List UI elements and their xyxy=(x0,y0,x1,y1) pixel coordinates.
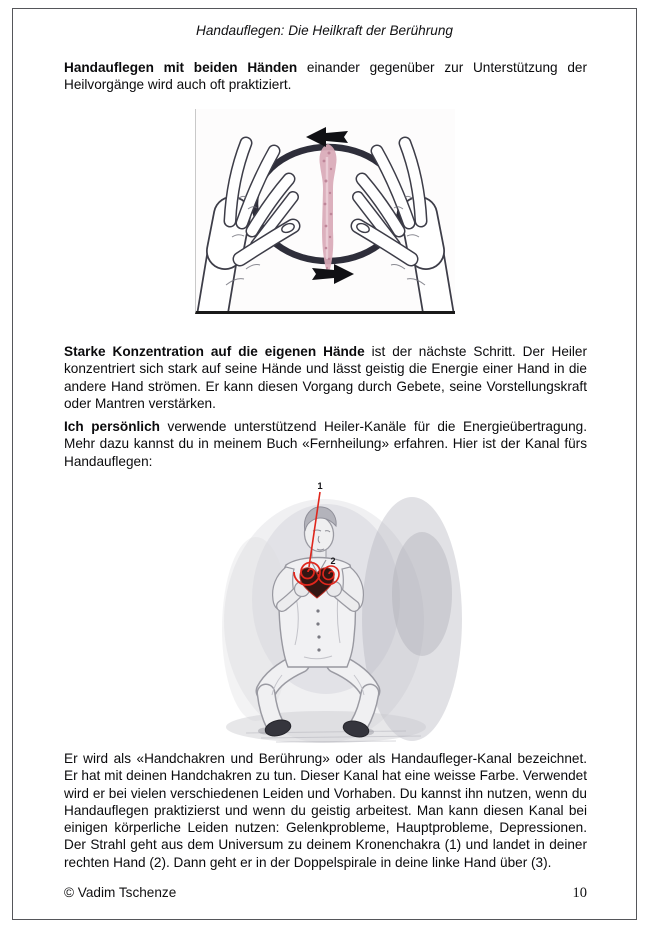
paragraph-1-text: einander gegenüber zur Unterstützung der Heilvorgänge wird auch oft praktiziert. xyxy=(64,60,587,93)
page-title: Handauflegen: Die Heilkraft der Berührung xyxy=(196,23,453,38)
paragraph-handauflegen xyxy=(64,59,587,94)
right-hand-drawing xyxy=(355,143,439,311)
paragraph-ich-persoenlich xyxy=(64,418,587,470)
paragraph-1-lead: Handauflegen mit beiden Händen xyxy=(64,60,298,75)
paragraph-4-text: Er wird als «Handchakren und Berührung» oder als Handaufleger-Kanal bezeichnet. Er hat mit deinen Handchakren zu tun. Dieser Kanal hat eine weisse Farbe. Verwendet wird er bei vielen verschiedenen Leiden und Vorhaben. Du kannst ihn nutzen, wenn du Handauflegen praktizierst und wenn du geistig arbeitest. Man kann diesen Kanal bei einigen körperliche Leiden nutzen: Gelenkprobleme, Hauptprobleme, Depressionen. Der Strahl geht aus dem Universum zu deinem Kronenchakra (1) und landet in deiner rechten Hand (2). Dann geht er in der Doppelspirale in deine linke Hand über (3). xyxy=(64,751,587,870)
page-footer xyxy=(64,885,587,902)
paragraph-3-text: verwende unterstützend Heiler-Kanäle für die Energieübertragung. Mehr dazu kannst du in meinem Buch «Fernheilung» erfahren. Hier ist der Kanal fürs Handauflegen: xyxy=(64,419,587,469)
figure-healer-channel-sketch xyxy=(216,479,491,745)
left-hand-drawing xyxy=(212,143,296,311)
energy-beam xyxy=(319,144,336,276)
footer-copyright: © Vadim Tschenze xyxy=(64,885,177,900)
arrow-right-icon xyxy=(312,264,354,284)
figure-label-2: 2 xyxy=(330,556,336,566)
paragraph-3-lead: Ich persönlich xyxy=(64,419,160,434)
footer-page-number: 10 xyxy=(572,885,587,901)
figure-label-1: 1 xyxy=(317,481,323,492)
paragraph-handchakren xyxy=(64,750,587,871)
document-page xyxy=(12,8,637,920)
paragraph-konzentration xyxy=(64,343,587,412)
paragraph-2-text: ist der nächste Schritt. Der Heiler konzentriert sich stark auf seine Hände und lässt geistig die Energie einer Hand in die andere Hand strömen. Er kann diesen Vorgang durch Gebete, seine Vorstellungskraft oder Mantren verstärken. xyxy=(64,344,588,411)
paragraph-2-lead: Starke Konzentration auf die eigenen Hände xyxy=(64,344,365,359)
figure-hands-energy-ring xyxy=(195,109,455,314)
